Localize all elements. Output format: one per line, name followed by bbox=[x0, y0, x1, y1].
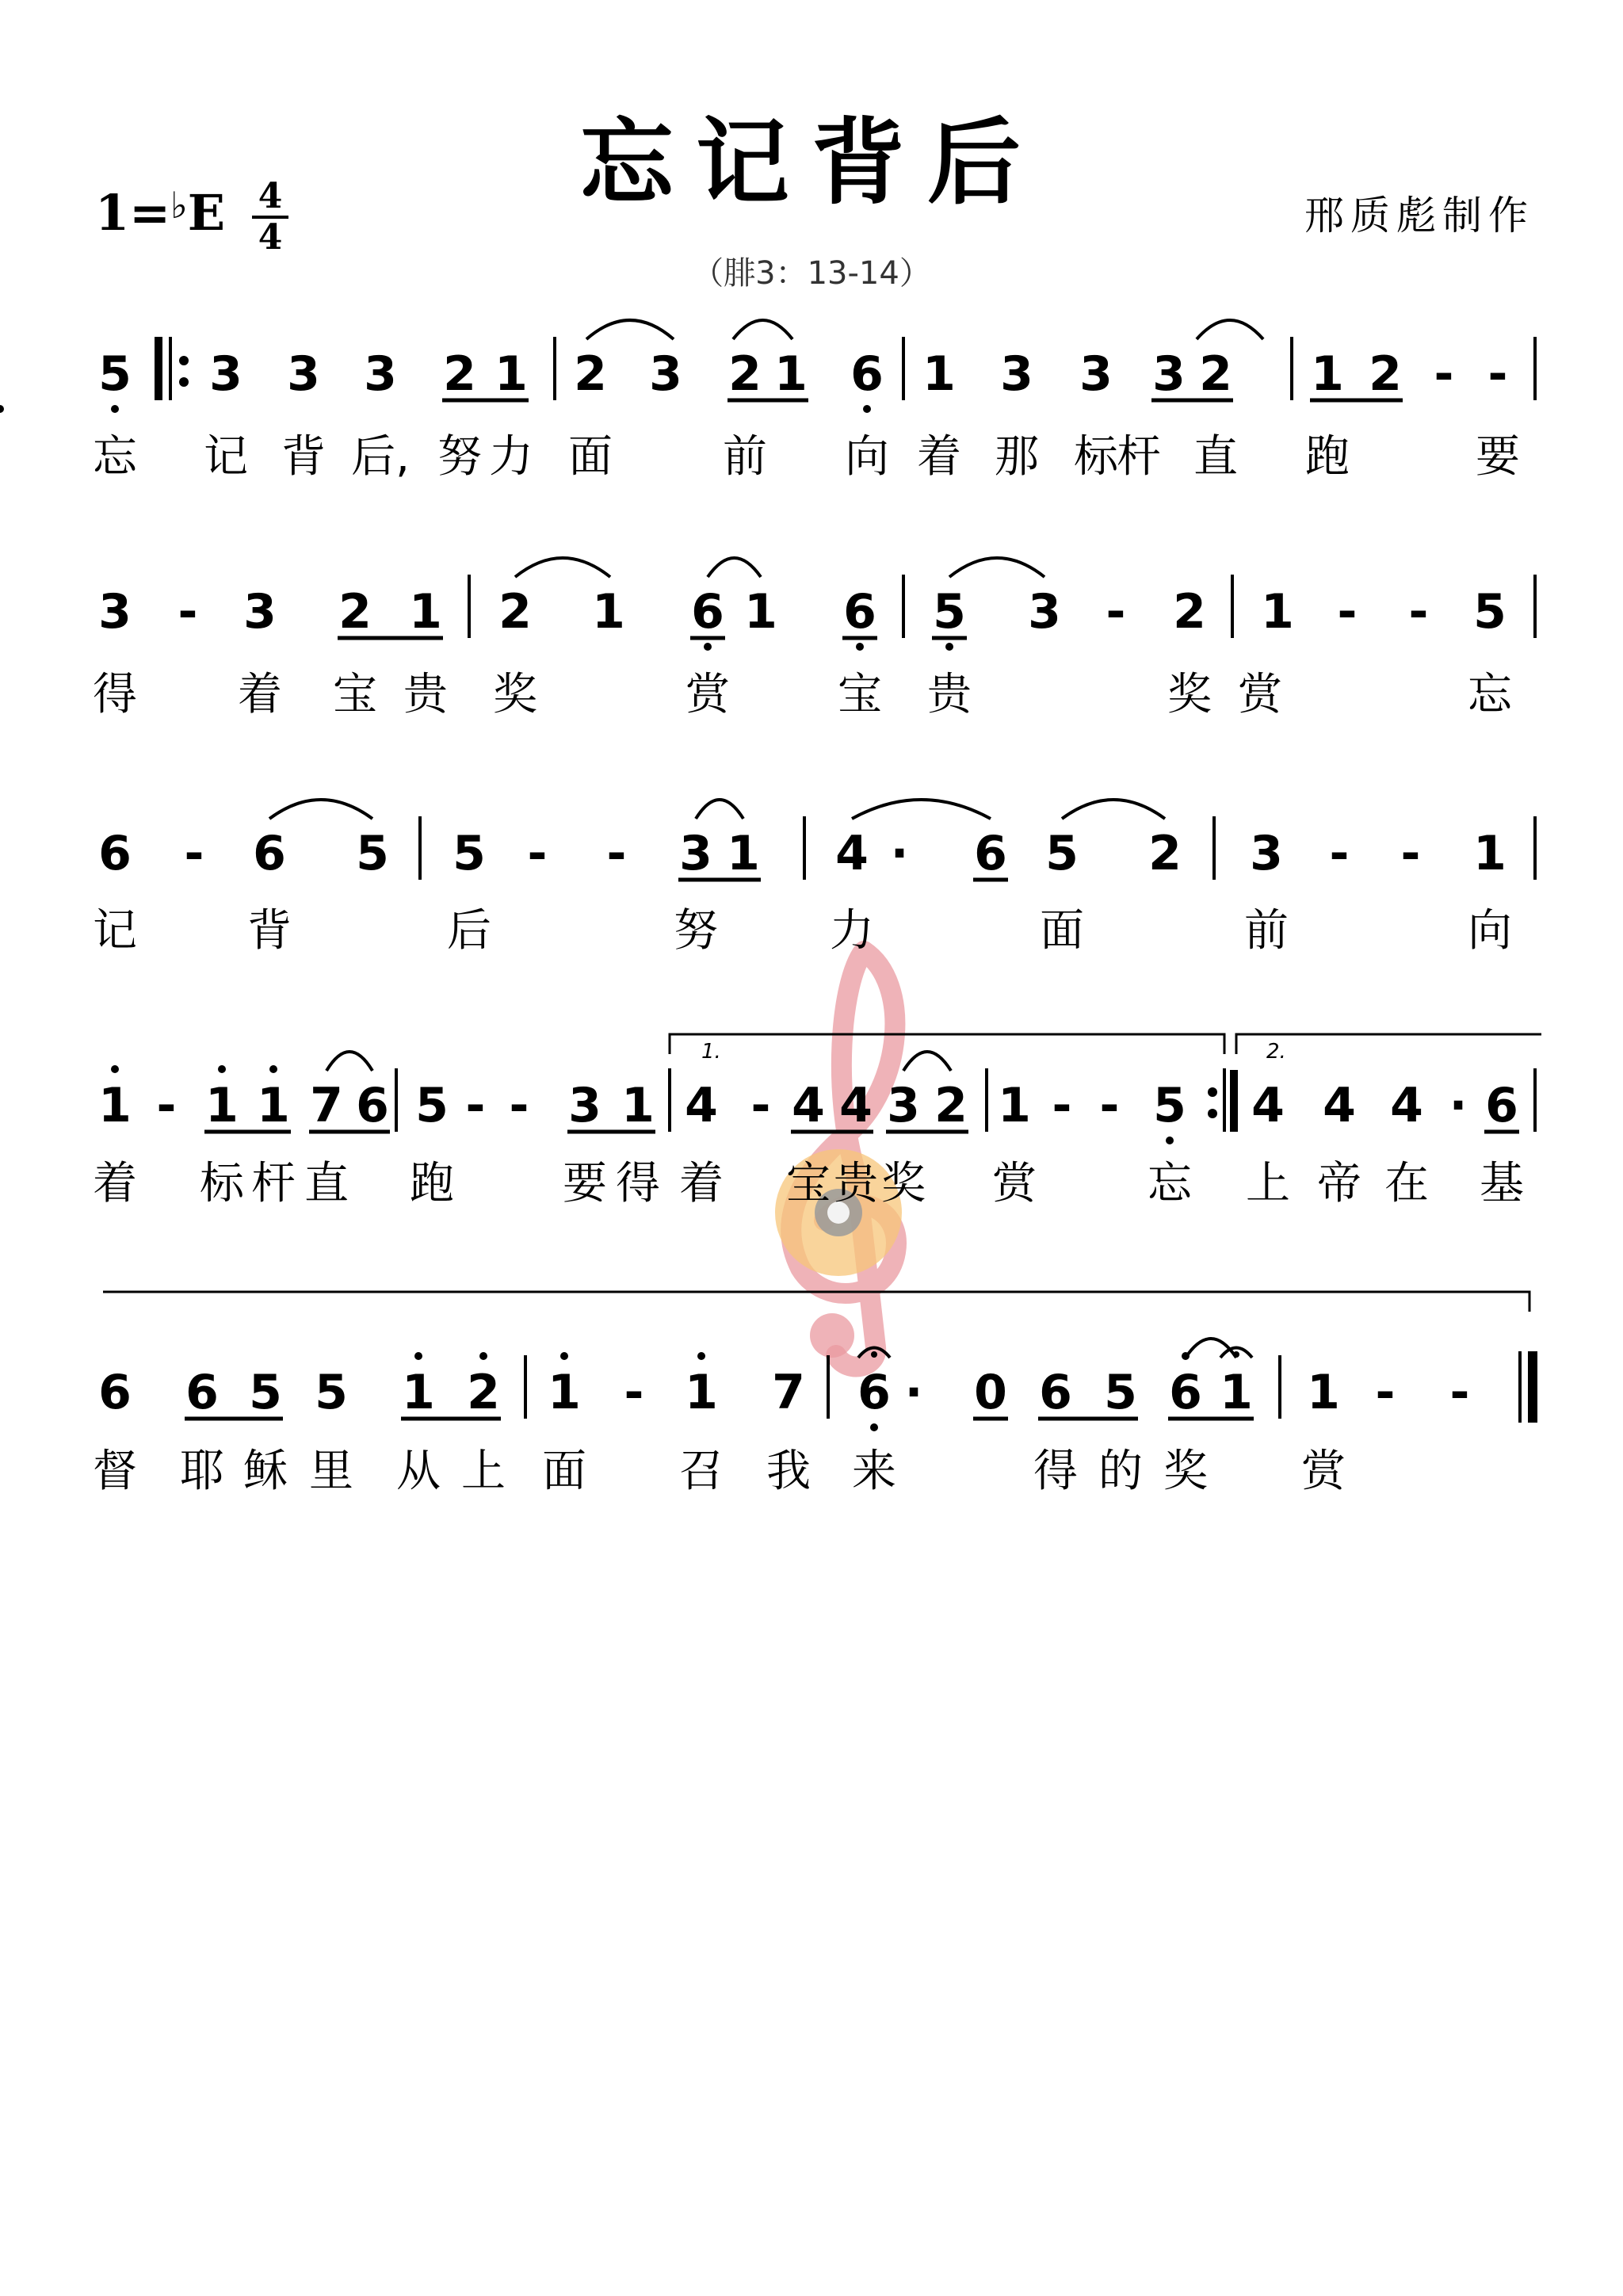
score-note: 6 bbox=[843, 584, 876, 640]
octave-dot-below bbox=[704, 643, 712, 651]
score-note: 6 bbox=[850, 346, 884, 402]
fermata-dot bbox=[871, 1351, 877, 1358]
score-note: 3 bbox=[1152, 346, 1186, 402]
lyric-syllable: 赏 bbox=[1238, 669, 1282, 720]
lyric-syllable: 在 bbox=[1384, 1158, 1429, 1209]
slur bbox=[586, 320, 674, 339]
score-note: 3 bbox=[287, 346, 320, 402]
score-note: 6 bbox=[185, 1365, 219, 1420]
score-note: 2 bbox=[1173, 584, 1206, 640]
lyric-syllable: 着 bbox=[238, 669, 282, 720]
volta-number: 2. bbox=[1266, 1040, 1286, 1064]
lyric-syllable: 奖 bbox=[1163, 1446, 1208, 1497]
score-note: - bbox=[184, 826, 204, 881]
score-note: 5 bbox=[356, 826, 389, 881]
score-note: 3 bbox=[649, 346, 682, 402]
lyric-syllable: 前 bbox=[723, 431, 767, 483]
lyric-syllable: 努 bbox=[437, 431, 482, 483]
score-note: - bbox=[1408, 584, 1429, 640]
lyric-syllable: 奖 bbox=[881, 1158, 926, 1209]
lyric-syllable: 赏 bbox=[1301, 1446, 1346, 1497]
slur bbox=[733, 320, 792, 339]
score-note: - bbox=[156, 1078, 177, 1133]
score-note: · bbox=[890, 826, 909, 881]
octave-dot-above bbox=[218, 1065, 226, 1073]
score-note: 2 bbox=[1369, 346, 1402, 402]
lyric-syllable: 宝 bbox=[838, 669, 882, 720]
score-note: 1 bbox=[744, 584, 777, 640]
octave-dot-below bbox=[945, 643, 953, 651]
score-note: - bbox=[750, 1078, 771, 1133]
key-prefix: 1= bbox=[95, 184, 171, 242]
lyric-syllable: 上 bbox=[1246, 1158, 1290, 1209]
score-note: - bbox=[509, 1078, 529, 1133]
time-signature-bottom: 4 bbox=[258, 217, 283, 258]
octave-dot-above bbox=[414, 1352, 422, 1360]
lyric-syllable: 背 bbox=[281, 431, 326, 483]
lyric-syllable: 赏 bbox=[992, 1158, 1037, 1209]
octave-dot-above bbox=[269, 1065, 277, 1073]
score-note: - bbox=[1337, 584, 1358, 640]
lyric-syllable: 忘 bbox=[93, 431, 137, 483]
scripture-reference: （腓3：13-14） bbox=[692, 255, 931, 292]
score-note: 2 bbox=[338, 584, 372, 640]
score-note: - bbox=[178, 584, 198, 640]
system-bracket-line bbox=[103, 1292, 1529, 1312]
lyric-syllable: 着 bbox=[93, 1158, 137, 1209]
lyric-syllable: 要 bbox=[1476, 431, 1520, 483]
octave-dot-above bbox=[111, 1065, 119, 1073]
score-note: 6 bbox=[98, 826, 132, 881]
lyric-syllable: 忘 bbox=[1148, 1158, 1192, 1209]
score-note: 7 bbox=[310, 1078, 343, 1133]
lyric-syllable: 杆 bbox=[251, 1158, 296, 1209]
octave-dot-below bbox=[870, 1423, 878, 1431]
score-note: - bbox=[465, 1078, 486, 1133]
score-note: 4 bbox=[839, 1078, 873, 1133]
volta-bracket-first bbox=[670, 1034, 1224, 1054]
score-note: - bbox=[1400, 826, 1421, 881]
score-note: 1 bbox=[1261, 584, 1294, 640]
slur bbox=[515, 558, 610, 577]
octave-dot-above bbox=[479, 1352, 487, 1360]
score-note: 2 bbox=[498, 584, 532, 640]
score-note: 2 bbox=[574, 346, 607, 402]
score-note: - bbox=[1449, 1365, 1470, 1420]
score-note: 3 bbox=[679, 826, 712, 881]
score-note: 0 bbox=[974, 1365, 1007, 1420]
score-note: 1 bbox=[1220, 1365, 1253, 1420]
repeat-dot bbox=[1208, 1109, 1217, 1118]
score-note: 4 bbox=[1323, 1078, 1356, 1133]
repeat-dot bbox=[179, 356, 189, 365]
lyric-syllable: 宝 bbox=[786, 1158, 831, 1209]
score-note: 1 bbox=[1307, 1365, 1340, 1420]
score-note: 6 bbox=[253, 826, 286, 881]
score-note: 3 bbox=[887, 1078, 920, 1133]
score-note: 1 bbox=[548, 1365, 581, 1420]
lyric-syllable: 面 bbox=[568, 431, 613, 483]
lyric-syllable: 力 bbox=[489, 431, 533, 483]
lyric-syllable: 奖 bbox=[493, 669, 537, 720]
lyric-syllable: 跑 bbox=[1305, 431, 1350, 483]
score-note: 6 bbox=[1485, 1078, 1518, 1133]
score-note: 6 bbox=[691, 584, 724, 640]
score-note: 2 bbox=[1199, 346, 1232, 402]
slur bbox=[327, 1052, 372, 1071]
score-note: 1 bbox=[621, 1078, 655, 1133]
slur bbox=[852, 800, 991, 819]
lyric-syllable: 面 bbox=[542, 1446, 586, 1497]
lyric-syllable: 奖 bbox=[1167, 669, 1212, 720]
score-note: 1 bbox=[1311, 346, 1344, 402]
repeat-start-thick bbox=[155, 337, 162, 400]
lyric-syllable: 从 bbox=[396, 1446, 441, 1497]
lyric-syllable: 跑 bbox=[410, 1158, 454, 1209]
lyric-syllable: 得 bbox=[93, 669, 137, 720]
score-note: - bbox=[1106, 584, 1126, 640]
score-note: 4 bbox=[1390, 1078, 1423, 1133]
score-note: 4 bbox=[1251, 1078, 1285, 1133]
score-note: 3 bbox=[243, 584, 277, 640]
score-note: 1 bbox=[409, 584, 442, 640]
slur bbox=[269, 800, 372, 819]
score-note: - bbox=[1434, 346, 1454, 402]
final-bar-thick bbox=[1528, 1351, 1537, 1423]
lyric-syllable: 记 bbox=[93, 905, 137, 957]
score-note: 1 bbox=[98, 1078, 132, 1133]
slur bbox=[949, 558, 1044, 577]
lyric-syllable: 督 bbox=[93, 1446, 137, 1497]
lyric-syllable: 着 bbox=[679, 1158, 724, 1209]
lyric-syllable: 努 bbox=[674, 905, 718, 957]
score-note: 2 bbox=[934, 1078, 968, 1133]
repeat-end-thick bbox=[1230, 1070, 1238, 1132]
score-note: · bbox=[904, 1365, 923, 1420]
score-note: 3 bbox=[568, 1078, 601, 1133]
score-note: 1 bbox=[592, 584, 625, 640]
score-note: 6 bbox=[974, 826, 1007, 881]
key-tonic: E bbox=[187, 184, 226, 242]
lyric-syllable: 标 bbox=[1074, 431, 1118, 483]
lyric-syllable: 得 bbox=[1033, 1446, 1078, 1497]
lyric-syllable: 宝 bbox=[333, 669, 377, 720]
score-note: 3 bbox=[1028, 584, 1061, 640]
octave-dot-above bbox=[560, 1352, 568, 1360]
score-note: 6 bbox=[1169, 1365, 1202, 1420]
flat-sign: ♭ bbox=[170, 184, 188, 227]
lyric-syllable: 后 bbox=[447, 905, 491, 957]
volta-number: 1. bbox=[701, 1040, 721, 1064]
score-note: - bbox=[1487, 346, 1508, 402]
score-note: 1 bbox=[257, 1078, 290, 1133]
lyric-syllable: 面 bbox=[1040, 905, 1084, 957]
score-note: 5 bbox=[1045, 826, 1079, 881]
lyric-syllable: 召 bbox=[679, 1446, 724, 1497]
lyric-syllable: 忘 bbox=[1468, 669, 1512, 720]
score-note: 1 bbox=[685, 1365, 718, 1420]
repeat-dot bbox=[1208, 1087, 1217, 1097]
score-note: 3 bbox=[364, 346, 397, 402]
lyric-syllable: 力 bbox=[830, 905, 874, 957]
lyric-syllable: 我 bbox=[766, 1446, 811, 1497]
score-note: - bbox=[1099, 1078, 1120, 1133]
lyric-syllable: 稣 bbox=[243, 1446, 288, 1497]
slur bbox=[1186, 1339, 1236, 1358]
lyric-syllable: 标 bbox=[200, 1158, 244, 1209]
octave-dot-below bbox=[1166, 1137, 1174, 1144]
lyric-syllable: 得 bbox=[616, 1158, 660, 1209]
score-note: - bbox=[606, 826, 627, 881]
score-note: 7 bbox=[772, 1365, 805, 1420]
octave-dot-below bbox=[0, 405, 4, 413]
score-note: 1 bbox=[922, 346, 956, 402]
score-note: 1 bbox=[402, 1365, 435, 1420]
score-note: 1 bbox=[727, 826, 760, 881]
repeat-dot bbox=[179, 377, 189, 387]
lyric-syllable: 杆 bbox=[1117, 431, 1161, 483]
score-note: 5 bbox=[315, 1365, 348, 1420]
lyric-syllable: 里 bbox=[309, 1446, 353, 1497]
song-title: 忘记背后 bbox=[579, 108, 1043, 217]
score-note: 5 bbox=[249, 1365, 282, 1420]
slur bbox=[903, 1052, 951, 1071]
lyric-syllable: 记 bbox=[204, 431, 248, 483]
score-note: 3 bbox=[1000, 346, 1033, 402]
lyric-syllable: 直 bbox=[304, 1158, 349, 1209]
lyric-syllable: 着 bbox=[917, 431, 961, 483]
score-note: 2 bbox=[467, 1365, 500, 1420]
author-credit: 邢质彪制作 bbox=[1304, 193, 1534, 239]
lyric-syllable: 直 bbox=[1193, 431, 1238, 483]
slur bbox=[708, 558, 761, 577]
score-note: 6 bbox=[356, 1078, 389, 1133]
score-note: 3 bbox=[98, 584, 132, 640]
lyric-syllable: 耶 bbox=[180, 1446, 224, 1497]
score-note: - bbox=[624, 1365, 644, 1420]
lyric-syllable: 那 bbox=[995, 431, 1039, 483]
lyric-syllable: 后, bbox=[351, 431, 410, 483]
score-note: - bbox=[1329, 826, 1350, 881]
score-note: 3 bbox=[209, 346, 242, 402]
score-note: 2 bbox=[728, 346, 762, 402]
lyric-syllable: 基 bbox=[1480, 1158, 1524, 1209]
score-note: - bbox=[527, 826, 548, 881]
score-note: 4 bbox=[792, 1078, 825, 1133]
score-note: 4 bbox=[835, 826, 869, 881]
lyric-syllable: 帝 bbox=[1317, 1158, 1361, 1209]
lyric-syllable: 贵 bbox=[834, 1158, 878, 1209]
lyric-syllable: 的 bbox=[1098, 1446, 1143, 1497]
score-note: 2 bbox=[1148, 826, 1182, 881]
score-note: 6 bbox=[98, 1365, 132, 1420]
score-note: 5 bbox=[1153, 1078, 1186, 1133]
lyric-syllable: 前 bbox=[1244, 905, 1289, 957]
octave-dot-below bbox=[856, 643, 864, 651]
lyric-syllable: 来 bbox=[852, 1446, 896, 1497]
score-note: 4 bbox=[685, 1078, 718, 1133]
lyric-syllable: 背 bbox=[247, 905, 292, 957]
slur bbox=[1062, 800, 1165, 819]
octave-dot-above bbox=[697, 1352, 705, 1360]
score-note: - bbox=[1375, 1365, 1396, 1420]
score-note: 5 bbox=[415, 1078, 449, 1133]
lyric-syllable: 贵 bbox=[403, 669, 448, 720]
score-note: 1 bbox=[1473, 826, 1507, 881]
score-note: 6 bbox=[1039, 1365, 1072, 1420]
score-note: · bbox=[1449, 1078, 1468, 1133]
score-note: 1 bbox=[774, 346, 808, 402]
lyric-syllable: 要 bbox=[563, 1158, 607, 1209]
score-note: 1 bbox=[998, 1078, 1031, 1133]
score-note: 1 bbox=[205, 1078, 239, 1133]
score-note: 3 bbox=[1079, 346, 1113, 402]
octave-dot-below bbox=[863, 405, 871, 413]
slur bbox=[1197, 320, 1263, 339]
score-note: 1 bbox=[495, 346, 528, 402]
score-note: 5 bbox=[453, 826, 486, 881]
fermata-dot bbox=[1233, 1351, 1239, 1358]
score-note: 3 bbox=[1250, 826, 1283, 881]
score-note: 5 bbox=[933, 584, 966, 640]
score-note: 5 bbox=[1104, 1365, 1137, 1420]
lyric-syllable: 上 bbox=[461, 1446, 506, 1497]
slur bbox=[696, 800, 743, 819]
time-signature-top: 4 bbox=[258, 176, 283, 216]
lyric-syllable: 向 bbox=[1468, 905, 1512, 957]
octave-dot-below bbox=[111, 405, 119, 413]
score-note: 5 bbox=[98, 346, 132, 402]
lyric-syllable: 贵 bbox=[927, 669, 972, 720]
lyric-syllable: 向 bbox=[845, 431, 889, 483]
score-note: 2 bbox=[443, 346, 476, 402]
score-note: 6 bbox=[857, 1365, 891, 1420]
lyric-syllable: 赏 bbox=[685, 669, 730, 720]
score-note: - bbox=[1052, 1078, 1072, 1133]
score-note: 5 bbox=[1473, 584, 1507, 640]
